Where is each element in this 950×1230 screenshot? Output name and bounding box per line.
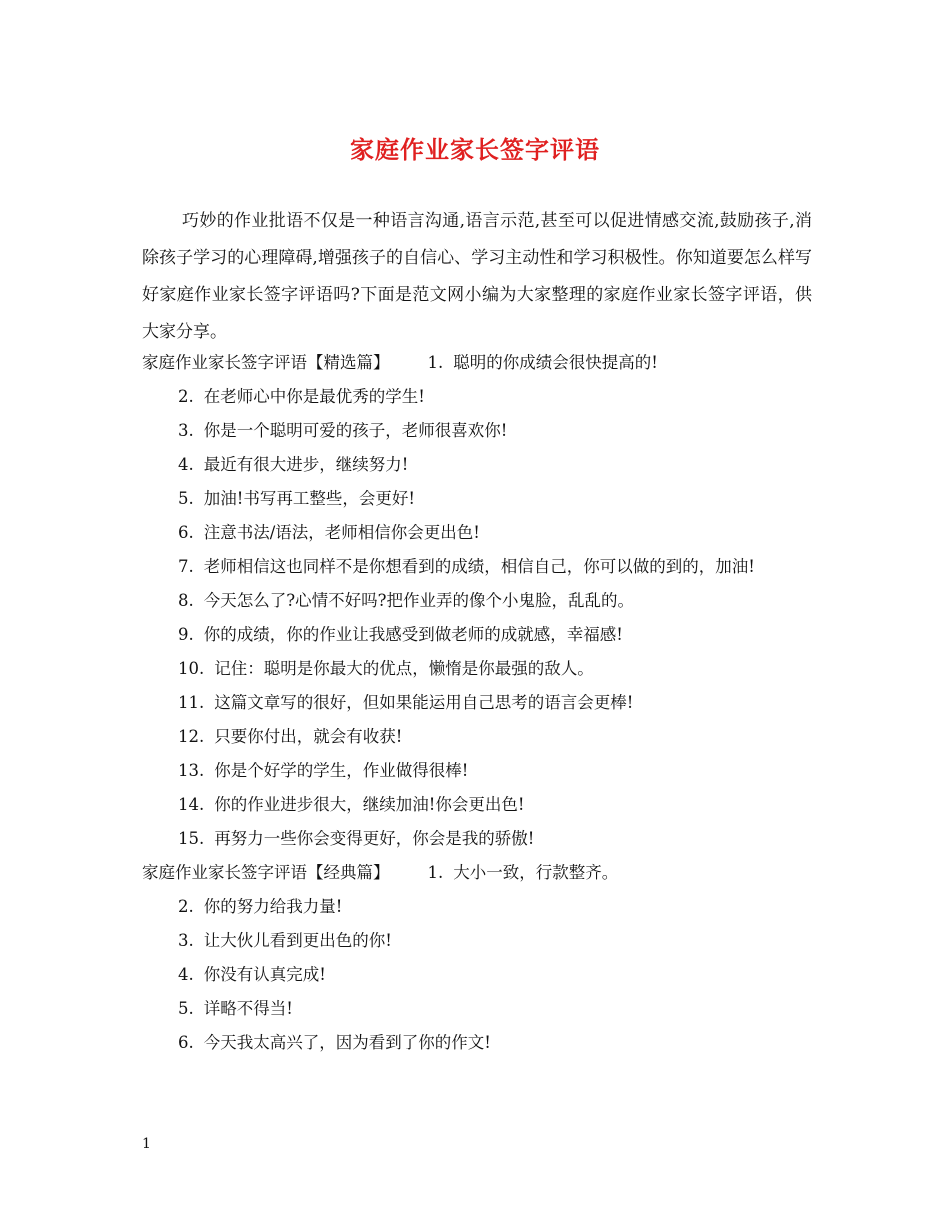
item-number: 14. [178,795,205,814]
item-number: 12. [178,727,205,746]
document-title: 家庭作业家长签字评语 [350,135,600,164]
item-text: 今天怎么了?心情不好吗?把作业弄的像个小鬼脸，乱乱的。 [203,591,634,610]
item-number: 2. [178,897,194,916]
item-text: 老师相信这也同样不是你想看到的成绩，相信自己，你可以做的到的，加油! [203,557,755,576]
item-number: 2. [178,387,194,406]
list-item [142,380,812,414]
item-number: 5. [178,489,194,508]
item-text: 再努力一些你会变得更好，你会是我的骄傲! [214,829,535,848]
list-item [142,414,812,448]
item-number: 3. [178,931,194,950]
item-number: 6. [178,523,194,542]
list-item [142,992,812,1026]
item-text: 大小一致，行款整齐。 [453,863,619,882]
list-item [428,863,619,882]
item-text: 记住：聪明是你最大的优点，懒惰是你最强的敌人。 [214,659,594,678]
list-item [142,618,812,652]
list-item [142,686,812,720]
item-number: 4. [178,965,194,984]
item-text: 今天我太高兴了，因为看到了你的作文! [203,1033,491,1052]
list-item [142,754,812,788]
list-item [142,890,812,924]
item-text: 在老师心中你是最优秀的学生! [203,387,425,406]
list-item [142,448,812,482]
item-text: 你没有认真完成! [203,965,326,984]
item-number: 3. [178,421,194,440]
list-item [142,652,812,686]
list-item [142,584,812,618]
section-heading-line [142,346,812,380]
item-text: 你的努力给我力量! [203,897,343,916]
section-heading: 家庭作业家长签字评语【经典篇】 [142,863,390,882]
list-item [142,924,812,958]
item-text: 你的作业进步很大，继续加油!你会更出色! [214,795,525,814]
list-item [142,720,812,754]
item-number: 9. [178,625,194,644]
item-text: 你是个好学的学生，作业做得很棒! [214,761,469,780]
list-item [142,958,812,992]
list-item [142,516,812,550]
list-item [142,788,812,822]
item-text: 你是一个聪明可爱的孩子，老师很喜欢你! [203,421,508,440]
item-number: 5. [178,999,194,1018]
item-text: 你的成绩，你的作业让我感受到做老师的成就感，幸福感! [203,625,623,644]
intro-paragraph: 巧妙的作业批语不仅是一种语言沟通,语言示范,甚至可以促进情感交流,鼓励孩子,消除孩子学习的心理障碍,增强孩子的自信心、学习主动性和学习积极性。你知道要怎么样写好家庭作业家长签字评语吗?下面是范文网小编为大家整理的家庭作业家长签字评语，供大家分享。 [142,211,812,342]
item-text: 这篇文章写的很好，但如果能运用自己思考的语言会更棒! [214,693,634,712]
item-number: 8. [178,591,194,610]
item-number: 10. [178,659,205,678]
item-text: 详略不得当! [203,999,293,1018]
item-text: 聪明的你成绩会很快提高的! [453,353,658,372]
item-number: 1. [427,863,444,882]
section-heading-line [142,856,812,890]
comment-list [142,346,812,1060]
list-item [142,1026,812,1060]
list-item [142,482,812,516]
item-number: 13. [178,761,205,780]
section-heading: 家庭作业家长签字评语【精选篇】 [142,353,390,372]
item-number: 7. [178,557,194,576]
item-text: 注意书法/语法，老师相信你会更出色! [203,523,480,542]
item-number: 11. [178,693,205,712]
item-number: 1. [427,353,444,372]
page-number: 1 [142,1136,151,1152]
item-text: 只要你付出，就会有收获! [214,727,403,746]
item-text: 最近有很大进步，继续努力! [203,455,409,474]
item-number: 15. [178,829,205,848]
item-number: 6. [178,1033,194,1052]
item-text: 加油!书写再工整些，会更好! [203,489,416,508]
list-item [428,353,658,372]
list-item [142,550,812,584]
item-text: 让大伙儿看到更出色的你! [203,931,392,950]
item-number: 4. [178,455,194,474]
list-item [142,822,812,856]
